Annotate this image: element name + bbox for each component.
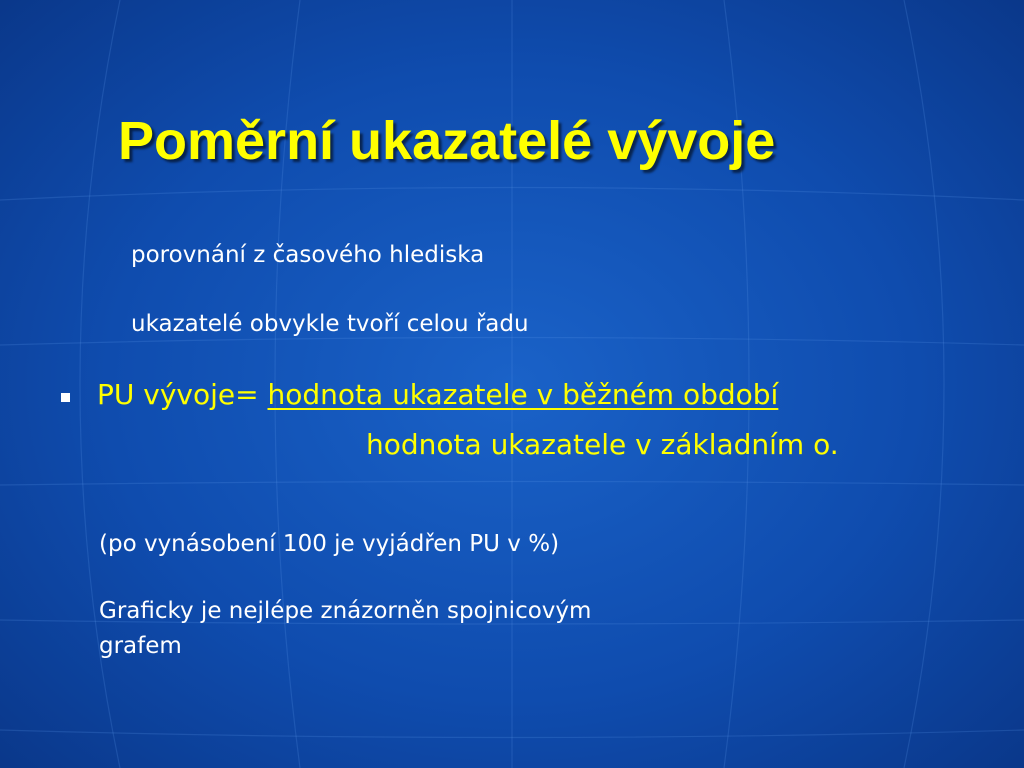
formula-denominator: hodnota ukazatele v základním o. xyxy=(366,428,839,461)
formula-numerator: hodnota ukazatele v běžném období xyxy=(267,378,779,411)
note-graph-line-2: grafem xyxy=(99,633,182,659)
formula-label: PU vývoje= xyxy=(97,378,259,411)
intro-line-series: ukazatelé obvykle tvoří celou řadu xyxy=(131,311,529,337)
bullet-marker xyxy=(61,393,70,402)
intro-line-time-comparison: porovnání z časového hlediska xyxy=(131,242,485,268)
slide-title: Poměrní ukazatelé vývoje xyxy=(118,111,776,171)
note-percent: (po vynásobení 100 je vyjádřen PU v %) xyxy=(99,531,560,557)
note-graph-line-1: Graficky je nejlépe znázorněn spojnicovým xyxy=(99,598,592,624)
formula-row xyxy=(97,378,778,411)
